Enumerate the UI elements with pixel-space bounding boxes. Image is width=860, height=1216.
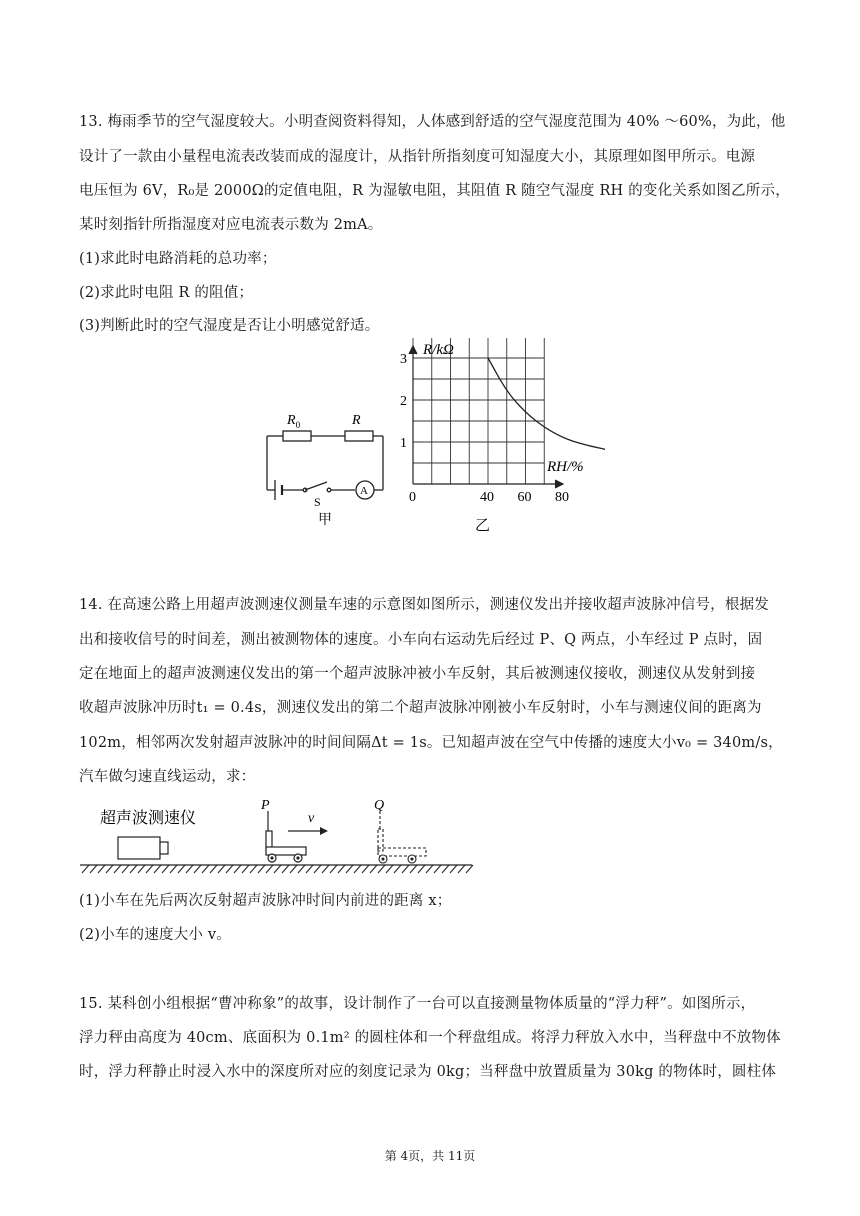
ground-hatch	[442, 865, 449, 873]
q13-sub-3: (3)判断此时的空气湿度是否让小明感觉舒适。	[79, 318, 380, 334]
ground-hatch	[82, 865, 89, 873]
ground-hatch	[314, 865, 321, 873]
circuit-diagram	[255, 400, 395, 530]
ultrasonic-device	[118, 837, 160, 859]
device-label: 超声波测速仪	[100, 810, 197, 827]
ground-hatch	[218, 865, 225, 873]
ground-hatch	[378, 865, 385, 873]
ground-hatch	[306, 865, 313, 873]
ground-hatch	[466, 865, 473, 873]
ground-hatch	[346, 865, 353, 873]
ground-hatch	[418, 865, 425, 873]
q13-sub-1: (1)求此时电路消耗的总功率；	[79, 251, 277, 267]
x-axis-arrow	[555, 480, 563, 488]
switch-label: S	[314, 495, 321, 509]
device-emitter	[160, 842, 168, 854]
q14-line-2: 出和接收信号的时间差，测出被测物体的速度。小车向右运动先后经过 P、Q 两点，小车经过 P 点时，固	[79, 632, 763, 648]
y-tick-label: 2	[400, 394, 407, 409]
ground-hatch	[458, 865, 465, 873]
x-axis-label: RH/%	[547, 459, 584, 475]
ground-hatch	[338, 865, 345, 873]
r0-label: $R_0$	[287, 413, 301, 430]
y-axis-arrow	[409, 346, 417, 354]
speed-measure-figure	[80, 795, 480, 880]
ground-hatch	[290, 865, 297, 873]
graph-caption: 乙	[475, 518, 491, 534]
ground-hatch	[370, 865, 377, 873]
ground-hatch	[210, 865, 217, 873]
q14-line-6: 汽车做匀速直线运动，求：	[79, 769, 256, 785]
ground-hatch	[386, 865, 393, 873]
p-label: P	[261, 798, 270, 813]
ground-hatch	[154, 865, 161, 873]
ground-hatch	[202, 865, 209, 873]
switch-lever	[305, 482, 327, 490]
ground-hatch	[298, 865, 305, 873]
ground-hatch	[434, 865, 441, 873]
ground-hatch	[138, 865, 145, 873]
q13-line-4: 某时刻指针所指湿度对应电流表示数为 2mA。	[79, 217, 383, 233]
y-axis-label: R/kΩ	[423, 342, 454, 358]
q13-line-2: 设计了一款由小量程电流表改装而成的湿度计，从指针所指刻度可知湿度大小，其原理如图甲所示。电源	[79, 149, 756, 165]
ground-hatch	[178, 865, 185, 873]
ground-hatch	[450, 865, 457, 873]
q14-line-3: 定在地面上的超声波测速仪发出的第一个超声波脉冲被小车反射，其后被测速仪接收，测速仪从发射到接	[79, 666, 756, 682]
q15-line-2: 浮力秤由高度为 40cm、底面积为 0.1m² 的圆柱体和一个秤盘组成。将浮力秤放入水中，当秤盘中不放物体	[79, 1030, 781, 1046]
q14-sub-2: (2)小车的速度大小 v。	[79, 927, 231, 943]
ground-hatch	[362, 865, 369, 873]
r-resistor	[345, 431, 373, 441]
q-label: Q	[374, 798, 385, 813]
ground-hatch	[282, 865, 289, 873]
ground-hatch	[402, 865, 409, 873]
ground-hatch	[114, 865, 121, 873]
ground-hatch	[394, 865, 401, 873]
ground-hatch	[234, 865, 241, 873]
q14-sub-1: (1)小车在先后两次反射超声波脉冲时间内前进的距离 x；	[79, 893, 452, 909]
v-label: v	[308, 811, 315, 826]
ground-hatch	[186, 865, 193, 873]
resistance-curve	[488, 358, 605, 453]
ground-hatch	[250, 865, 257, 873]
ground-hatch	[226, 865, 233, 873]
q15-line-1: 15. 某科创小组根据“曹冲称象”的故事，设计制作了一台可以直接测量物体质量的“浮力秤”。如图所示，	[79, 996, 756, 1012]
ground-hatch	[122, 865, 129, 873]
x-tick-label: 0	[409, 490, 416, 505]
ground-hatch	[98, 865, 105, 873]
ground-hatch	[258, 865, 265, 873]
page-footer: 第 4页，共 11页	[384, 1149, 476, 1163]
ground-hatch	[162, 865, 169, 873]
ground-hatch	[330, 865, 337, 873]
ammeter-label: A	[360, 485, 368, 497]
switch-contact-right	[327, 488, 331, 492]
q13-sub-2: (2)求此时电阻 R 的阻值；	[79, 285, 254, 301]
circuit-caption: 甲	[318, 513, 332, 528]
q13-line-1: 13. 梅雨季节的空气湿度较大。小明查阅资料得知，人体感到舒适的空气湿度范围为 40% ～60%，为此，他	[79, 114, 786, 130]
x-tick-label: 40	[480, 490, 494, 505]
y-tick-label: 1	[400, 436, 407, 451]
q14-line-1: 14. 在高速公路上用超声波测速仪测量车速的示意图如图所示，测速仪发出并接收超声波脉冲信号，根据发	[79, 597, 769, 613]
x-tick-label: 60	[517, 490, 532, 505]
ground-hatch	[426, 865, 433, 873]
q14-line-4: 收超声波脉冲历时t₁ = 0.4s，测速仪发出的第二个超声波脉冲刚被小车反射时，小车与测速仪间的距离为	[79, 700, 762, 716]
r-label: R	[352, 413, 361, 428]
ground-hatch	[194, 865, 201, 873]
ground-hatch	[354, 865, 361, 873]
car-at-q-body	[378, 848, 426, 856]
q15-line-3: 时，浮力秤静止时浸入水中的深度所对应的刻度记录为 0kg；当秤盘中放置质量为 30kg 的物体时，圆柱体	[79, 1064, 777, 1080]
ground-hatch	[274, 865, 281, 873]
q13-line-3: 电压恒为 6V，R₀是 2000Ω的定值电阻，R 为湿敏电阻，其阻值 R 随空气湿度 RH 的变化关系如图乙所示，	[79, 183, 790, 199]
ground-hatch	[90, 865, 97, 873]
ground-hatch	[266, 865, 273, 873]
humidity-resistance-graph	[395, 338, 605, 538]
ground-hatch	[106, 865, 113, 873]
ground-hatch	[170, 865, 177, 873]
ground-hatch	[146, 865, 153, 873]
y-tick-label: 3	[400, 352, 407, 367]
q14-line-5: 102m，相邻两次发射超声波脉冲的时间间隔Δt = 1s。已知超声波在空气中传播的速度大小v₀ = 340m/s，	[79, 735, 783, 751]
ground-hatch	[242, 865, 249, 873]
r0-resistor	[283, 431, 311, 441]
x-tick-label: 80	[555, 490, 569, 505]
ground-hatch	[322, 865, 329, 873]
ground-hatch	[410, 865, 417, 873]
ground-hatch	[130, 865, 137, 873]
